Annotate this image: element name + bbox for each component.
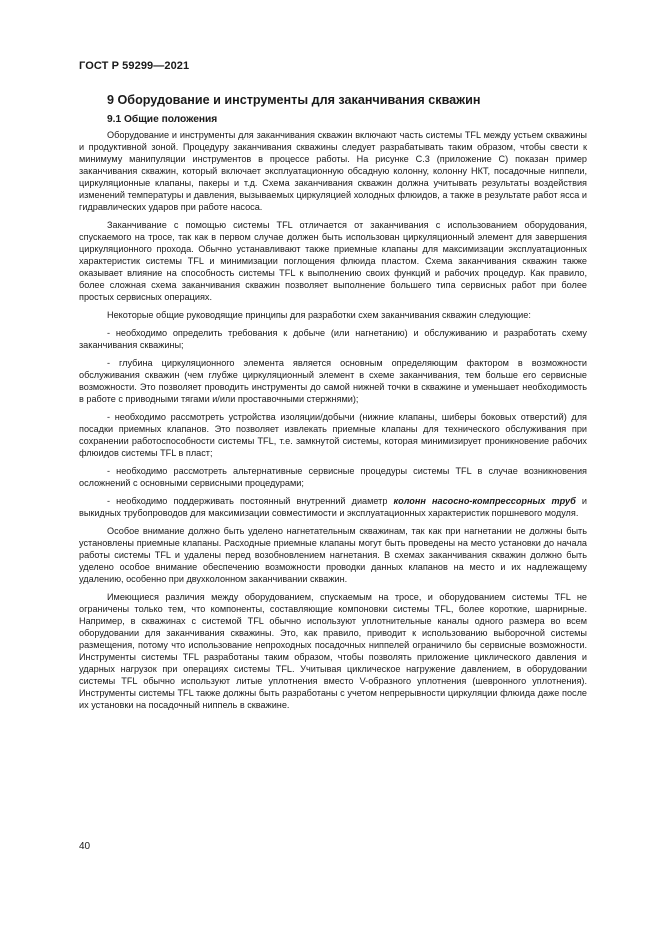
paragraph-tfl-difference: Заканчивание с помощью системы TFL отличается от заканчивания с использованием оборудования, спускаемого на тросе, так как в первом случае должен быть использован циркуляционный элемент для завершения циркуляционного прохода. Обычно устанавливают также приемные клапаны для максимизации эксплуатационных характеристик системы TFL и минимизации поглощения флюида пластом. Схема заканчивания скважин также оказывает влияние на способность системы TFL к выполнению своих функций и рабочих процедур. Как правило, более сложная схема заканчивания скважин позволяет выполнение большего типа сервисных работ при более простых сервисных операциях. — [79, 220, 587, 302]
list-item-alternative-procedures: - необходимо рассмотреть альтернативные сервисные процедуры системы TFL в случае возникновения осложнений с основными сервисными процедурами; — [79, 466, 587, 488]
list-item-inner-diameter-start: - необходимо поддерживать постоянный внутренний диаметр — [107, 496, 394, 506]
list-item-inner-diameter-end: и выкидных трубопроводов для максимизации совместимости и эксплуатационных характеристик поршневого модуля. — [79, 496, 587, 518]
list-item-circulation-depth: - глубина циркуляционного элемента является основным определяющим фактором в возможности обслуживания скважин (чем глубже циркуляционный элемент в схеме заканчивания, тем больше его сервисные возможности. Это позволяет проводить инструменты до самой нижней точки в скважине и уменьшает необходимость в работе с приводными тягами и/или проставочными стержнями); — [79, 358, 587, 404]
page-number: 40 — [79, 841, 91, 852]
list-item-inner-diameter-emphasis: колонн насосно-компрессорных труб — [393, 496, 576, 506]
page-content — [79, 92, 587, 711]
list-item-isolation-devices: - необходимо рассмотреть устройства изоляции/добычи (нижние клапаны, шиберы боковых отверстий) для посадки приемных клапанов. Это позволяет извлекать приемные клапаны для технического обслуживания при сохранении работоспособности системы TFL, т.е. замкнутой системы, которая минимизирует проникновение рабочих флюидов системы TFL в пласт; — [79, 412, 587, 458]
subsection-title: 9.1 Общие положения — [107, 114, 218, 125]
paragraph-injection-wells: Особое внимание должно быть уделено нагнетательным скважинам, так как при нагнетании не должны быть установлены приемные клапаны. Расходные приемные клапаны могут быть проведены на место установки до начала работы системы TFL и удалены перед возобновлением нагнетания. В схемах заканчивания скважин должно быть уделено особое внимание обеспечению возможности проводки данных клапанов на место и их надлежащему удалению, особенно при двухколонном заканчивании скважин. — [79, 526, 587, 584]
document-header-code: ГОСТ Р 59299—2021 — [79, 60, 190, 72]
paragraph-intro: Оборудование и инструменты для заканчивания скважин включают часть системы TFL между устьем скважины и продуктивной зоной. Процедуру заканчивания скважины следует разрабатывать таким образом, чтобы свести к минимуму манипуляции инструментов в процессе работы. На рисунке С.3 (приложение С) показан пример заканчивания скважин, который включает эксплуатационную обсадную колонну, колонну НКТ, посадочные ниппели, циркуляционные клапаны, пакеры и т.д. Схема заканчивания скважин должна учитывать результаты воздействия изменений температуры и давления, вызываемых циркуляцией холодных флюидов, а также в результате работ ясса и гидравлических ударов при работе насоса. — [79, 130, 587, 212]
paragraph-equipment-differences: Имеющиеся различия между оборудованием, спускаемым на тросе, и оборудованием системы TFL не ограничены только тем, что компоненты, составляющие компоновки системы TFL, более короткие, шарнирные. Например, в скважинах с системой TFL обычно используют уплотнительные каналы одного размера во всем оборудовании для заканчивания скважины. Это, как правило, приводит к использованию выборочной системы размещения, потому что использование непроходных посадочных ниппелей ограничило бы сервисные возможности. Инструменты системы TFL разработаны таким образом, чтобы позволять приложение циклического давления и ударных нагрузок при операциях системы TFL. Учитывая циклическое нагружение давлением, в оборудовании системы TFL обычно используют литые уплотнения вместо V-образного уплотнения (шевронного уплотнения). Инструменты системы TFL также должны быть разработаны с учетом непрерывности циркуляции флюида даже после их установки на посадочный ниппель в скважине. — [79, 592, 587, 710]
paragraph-guidelines-lead: Некоторые общие руководящие принципы для разработки схем заканчивания скважин следующие: — [107, 310, 531, 320]
section-title: 9 Оборудование и инструменты для заканчивания скважин — [107, 93, 481, 107]
list-item-requirements: - необходимо определить требования к добыче (или нагнетанию) и обслуживанию и разработать схему заканчивания скважины; — [79, 328, 587, 350]
list-item-inner-diameter — [79, 495, 587, 519]
